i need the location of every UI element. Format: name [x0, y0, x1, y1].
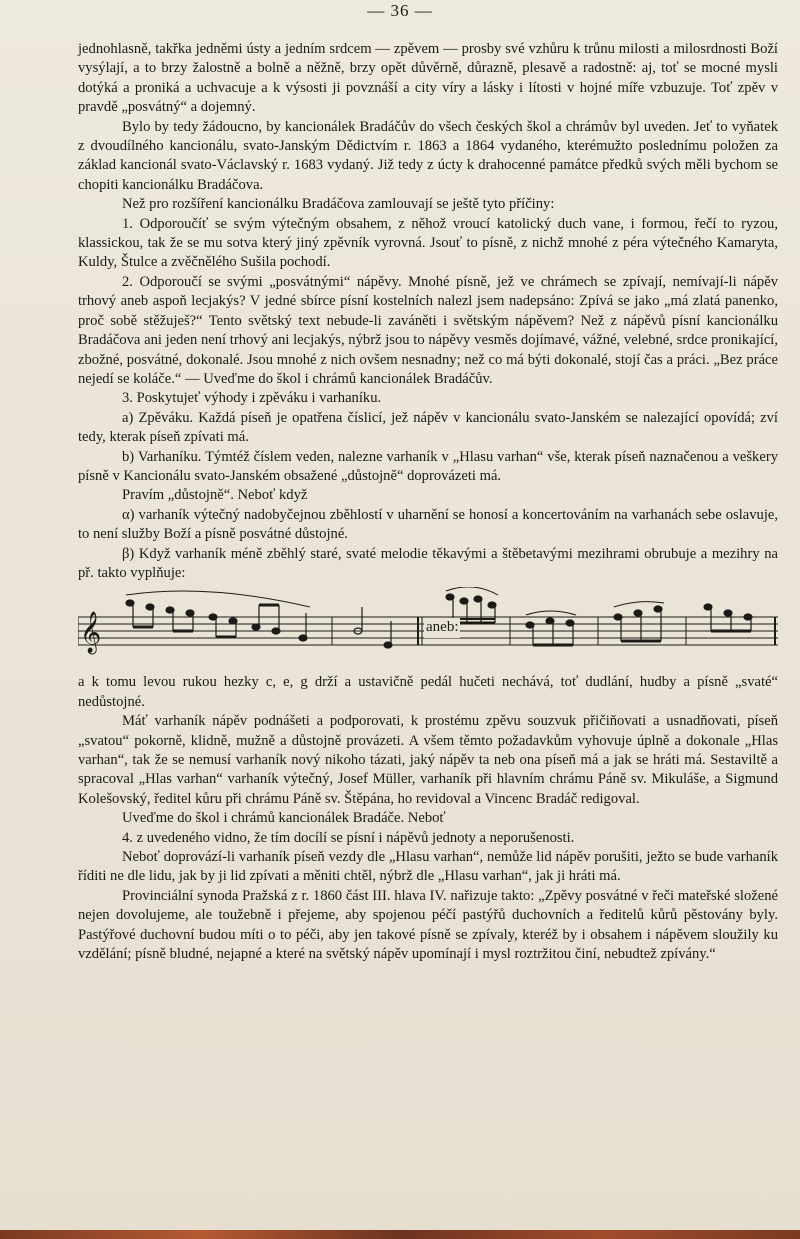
paragraph: 4. z uvedeného vidno, že tím docílí se písní i nápěvů jednoty a neporušenosti. — [122, 829, 575, 846]
paragraph: Než pro rozšíření kancionálku Bradáčova zamlouvají se ještě tyto příčiny: — [122, 196, 555, 213]
paragraph: a k tomu levou rukou hezky c, e, g drží a ustavičně pedál hučeti nechává, toť dudlání, hudby a písně „svaté“ nedůstojné. — [78, 674, 778, 710]
paragraph: Bylo by tedy žádoucno, by kancionálek Bradáčův do všech českých škol a chrámův byl uveden. Jeť to vyňatek z dvoudílného kancionálu, svato-Janským Dědictvím r. 1863 a 1864 vydaného, kterémužto poslednímu položen za základ kancionál svato-Václavský r. 1683 vydaný. Již tedy z úcty k drahocenné památce předků svých měli bychom se chopiti kancionálku Bradáčova. — [78, 118, 778, 193]
paragraph: Neboť doprovází-li varhaník píseň vezdy dle „Hlasu varhan“, nemůže lid nápěv porušiti, ježto se bude varhaník říditi ne dle lidu, jak by ji lid zpívati a měniti chtěl, nýbrž dle „Hlasu varhan“, jak ji hráti má. — [78, 849, 778, 885]
paragraph: 2. Odporoučí se svými „posvátnými“ nápěvy. Mnohé písně, jež ve chrámech se zpívají, nemívají-li nápěv trhový aneb aspoň lecjakýs? V jedné sbírce písní kostelních nalezl jsem nadepsáno: Zpívá se jako „má zlatá panenko, proč sobě stěžuješ?“ Tento světský text nebude-li zaváněti i světským nápěvem? Než z nápěvů písní kancionálku Bradáčova ani jeden není trhový ani lecjakýs, nýbrž jsou to nápěvy vesměs dojímavé, vážné, velebné, srdce pronikající, zbožné, posvátné, dokonalé. Jsou mnohé z nich ovšem nesnadny; než co má býti dokonalé, stojí čas a práci. „Bez práce nejedí se koláče.“ — Uveďme do škol i chrámů kancionálek Bradáčův. — [78, 273, 778, 387]
page-number: — 36 — — [367, 1, 433, 20]
paragraph: α) varhaník výtečný nadobyčejnou zběhlostí v uharnění se honosí a koncertováním na varhanách sebe oslavuje, to není služby Boží a písně posvátné důstojné. — [78, 506, 778, 543]
paragraph: b) Varhaníku. Týmtéž číslem veden, nalezne varhaník v „Hlasu varhan“ vše, kterak píseň naznačenou a veškery písně v Kancionálu svato-Janském obsažené „důstojně“ doprovázeti má. — [78, 448, 778, 484]
music-example — [78, 587, 778, 671]
book-edge — [0, 1230, 800, 1239]
paragraph: a) Zpěváku. Každá píseň je opatřena číslicí, jež nápěv v kancionálu svato-Janském se nalezající opovídá; zví tedy, kterak píseň zpívati má. — [78, 409, 778, 446]
paragraph: Pravím „důstojně“. Neboť když — [122, 487, 308, 504]
paragraph: 3. Poskytujeť výhody i zpěváku i varhaníku. — [122, 390, 382, 407]
paragraph: Provinciální synoda Pražská z r. 1860 část III. hlava IV. nařizuje takto: „Zpěvy posvátné v řeči mateřské složené nejen dovolujeme, ale toužebně i přejeme, aby spojenou péčí pastýřů duchovních a ředitelů kůrů pěstovány byly. Pastýřové duchovní budou míti o to péči, aby jen takové písně se zpívaly, kteréž by i obsahem i nápěvem sloužily ku vzdělání; písně bludné, nejapné a které na světský nápěv upomínají i mysl roztržitou činí, nebudtež zpívány.“ — [78, 887, 778, 963]
music-alternative-label: aneb: — [424, 618, 460, 637]
svg-text:𝄞: 𝄞 — [80, 612, 102, 654]
paragraph: 1. Odporoučíť se svým výtečným obsahem, z něhož vroucí katolický duch vane, i formou, řečí to ryzou, klassickou, tak že se mu sotva který jiný zpěvník vyrovná. Jsouť to písně, z nichž mnohé z péra výtečného Kamaryta, Kuldy, Štulce a zvěčnělého Sušila pochodí. — [78, 215, 778, 271]
paragraph: Máť varhaník nápěv podnášeti a podporovati, k prostému zpěvu souzvuk přičiňovati a usnadňovati, píseň „svatou“ pokorně, klidně, mužně a důstojně provázeti. A všem těmto požadavkům vyhovuje úplně a dokonale „Hlas varhan“, tak že se nemusí varhaník nový nikoho tázati, jaký nápěv ta neb ona píseň má a jak se hráti má. Sestaviltě a spracoval „Hlas varhan“ varhaník výtečný, Josef Müller, varhaník při hlavním chrámu Páně sv. Mikuláše, a Sigmund Kolešovský, ředitel kůru při chrámu Páně sv. Štěpána, ho revidoval a Vincenc Bradáč redigoval. — [78, 713, 778, 807]
paragraph: β) Když varhaník méně zběhlý staré, svaté melodie těkavými a štěbetavými mezihrami obrubuje a mezihry na př. takto vyplňuje: — [78, 545, 778, 581]
body-text — [78, 40, 778, 964]
paragraph: jednohlasně, takřka jedněmi ústy a jedním srdcem — zpěvem — prosby své vzhůru k trůnu milosti a milosrdnosti Boží vysýlají, a to brzy žalostně a bolně a něžně, brzy opět důvěrně, důrazně, plesavě a radostně: aj, toť se mocné mysli dotýká a proniká a uchvacuje a k výsosti ji povznáší a city víry a lásky i lítosti v hojné míře vzbuzuje. Toť zpěv v pravdě „posvátný“ a dojemný. — [78, 41, 778, 116]
paragraph: Uveďme do škol i chrámů kancionálek Bradáče. Neboť — [122, 810, 446, 827]
